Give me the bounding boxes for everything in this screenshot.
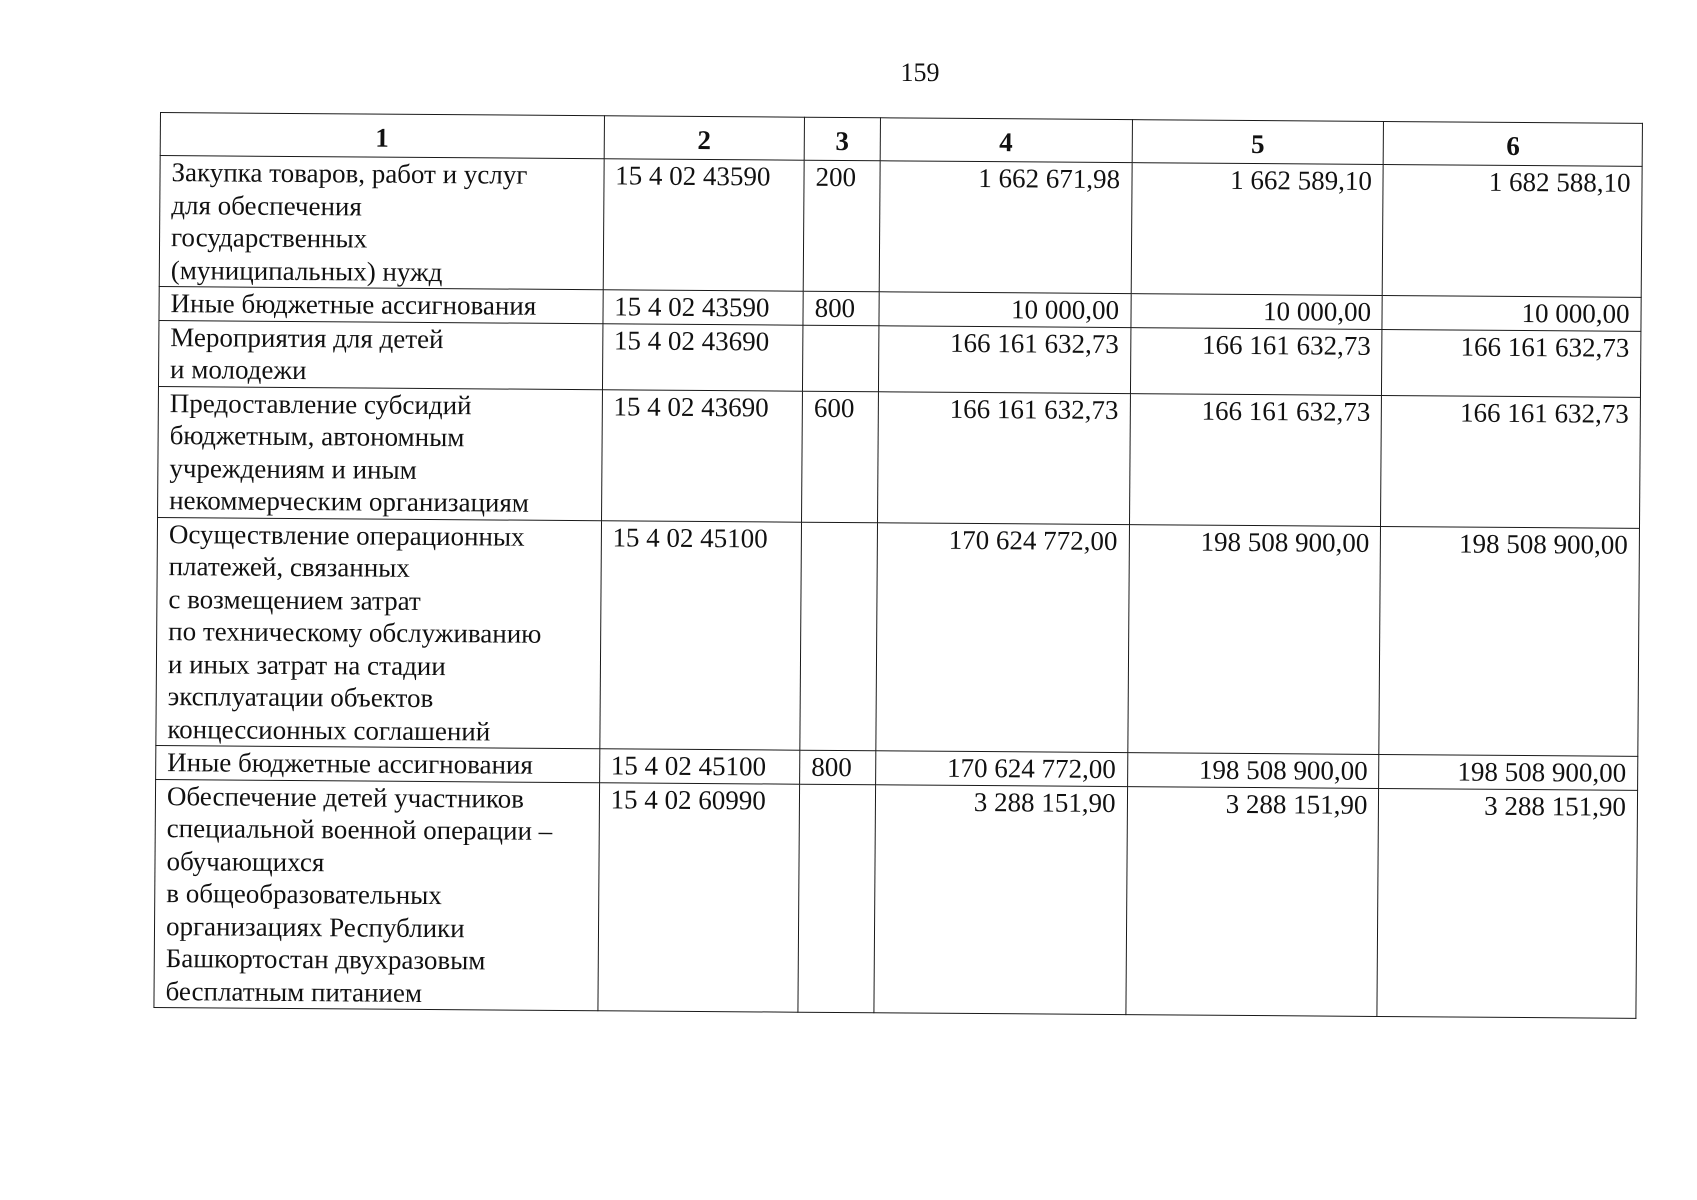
row-code: 15 4 02 43690 <box>602 323 803 390</box>
row-name: Мероприятия для детей и молодежи <box>158 320 602 389</box>
row-expense-type: 200 <box>803 160 880 292</box>
row-value-col5: 1 662 589,10 <box>1131 163 1384 296</box>
row-name: Обеспечение детей участников специальной военной операции – обучающихся в общеобразовательных организациях Республики Башкортостан двухразовым бесплатным питанием <box>154 779 599 1011</box>
table-row <box>156 517 1640 756</box>
row-expense-type: 600 <box>802 391 879 523</box>
row-value-col4: 170 624 772,00 <box>875 522 1129 752</box>
row-value-col6: 1 682 588,10 <box>1383 164 1642 297</box>
row-code: 15 4 02 60990 <box>598 782 800 1012</box>
row-name: Предоставление субсидий бюджетным, автономным учреждениям и иным некоммерческим организациям <box>158 386 603 520</box>
row-expense-type <box>798 784 875 1013</box>
row-value-col4: 166 161 632,73 <box>877 391 1130 524</box>
row-value-col4: 1 662 671,98 <box>879 161 1132 294</box>
row-value-col5: 3 288 151,90 <box>1125 786 1379 1016</box>
row-value-col6: 198 508 900,00 <box>1379 754 1638 789</box>
row-name: Иные бюджетные ассигнования <box>159 286 603 323</box>
row-code: 15 4 02 43690 <box>601 389 802 521</box>
row-value-col5: 10 000,00 <box>1130 294 1382 329</box>
row-value-col5: 198 508 900,00 <box>1127 753 1379 788</box>
row-expense-type: 800 <box>803 291 879 325</box>
column-header: 6 <box>1384 121 1643 166</box>
row-code: 15 4 02 45100 <box>599 520 801 750</box>
table-row <box>154 779 1638 1018</box>
row-name: Закупка товаров, работ и услуг для обеспечения государственных (муниципальных) нужд <box>159 156 604 290</box>
budget-table <box>153 112 1643 1019</box>
page-number: 159 <box>900 58 940 87</box>
budget-table-container <box>153 112 1643 1019</box>
row-value-col4: 166 161 632,73 <box>878 325 1130 393</box>
table-row <box>158 386 1641 528</box>
row-code: 15 4 02 43590 <box>603 290 804 325</box>
row-value-col5: 166 161 632,73 <box>1130 327 1382 395</box>
row-value-col4: 10 000,00 <box>879 292 1131 327</box>
row-value-col5: 198 508 900,00 <box>1127 524 1381 754</box>
row-name: Иные бюджетные ассигнования <box>156 745 600 782</box>
row-value-col6: 166 161 632,73 <box>1381 395 1640 528</box>
column-header: 2 <box>604 116 805 160</box>
row-value-col4: 3 288 151,90 <box>874 784 1128 1014</box>
row-value-col6: 198 508 900,00 <box>1379 526 1639 756</box>
column-header: 1 <box>160 113 604 159</box>
row-code: 15 4 02 45100 <box>599 749 800 784</box>
column-header: 5 <box>1132 120 1384 165</box>
row-value-col6: 166 161 632,73 <box>1382 329 1641 397</box>
column-header: 4 <box>880 118 1132 163</box>
table-row <box>159 156 1642 298</box>
row-value-col4: 170 624 772,00 <box>875 751 1127 786</box>
row-name: Осуществление операционных платежей, связанных с возмещением затрат по техническому обслуживанию и иных затрат на стадии эксплуатации объектов концессионных соглашений <box>156 517 601 749</box>
row-value-col5: 166 161 632,73 <box>1129 393 1382 526</box>
row-value-col6: 10 000,00 <box>1382 295 1641 330</box>
row-value-col6: 3 288 151,90 <box>1377 788 1637 1018</box>
row-expense-type <box>803 325 879 392</box>
column-header: 3 <box>804 117 880 161</box>
row-expense-type <box>800 522 877 751</box>
row-expense-type: 800 <box>800 750 876 784</box>
table-row <box>158 320 1640 397</box>
row-code: 15 4 02 43590 <box>603 159 804 291</box>
